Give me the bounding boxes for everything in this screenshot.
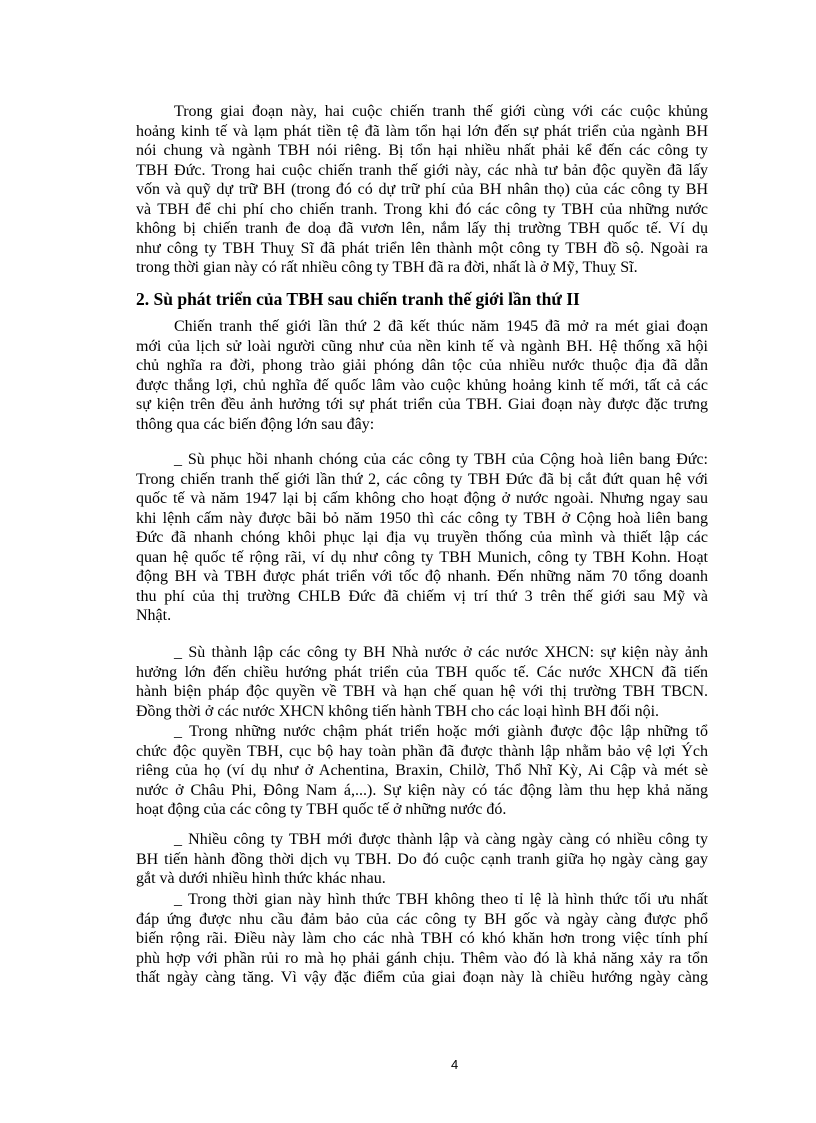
text-line: được thắng lợi, chủ nghĩa đế quốc lâm vào cuộc khủng hoảng kinh tế mới, tất cả các	[136, 376, 708, 394]
text-line: Chiến tranh thế giới lần thứ 2 đã kết thúc năm 1945 đã mở ra mét giai đoạn	[174, 318, 708, 335]
text-line: trong thời gian này có rất nhiều công ty TBH đã ra đời, nhất là ở Mỹ, Thuỵ Sĩ.	[136, 259, 638, 276]
paragraph-developing-countries	[136, 722, 708, 820]
paragraph-socialist-states	[136, 643, 708, 721]
text-line: nước ở Châu Phi, Đông Nam á,...). Sự kiện này có tác động làm thu hẹp khả năng	[136, 781, 708, 799]
text-line: thông qua các biến động lớn sau đây:	[136, 415, 375, 433]
text-line: gắt và dưới nhiều hình thức khác nhau.	[136, 870, 386, 887]
text-line: hưởng lớn đến chiều hướng phát triển của TBH quốc tế. Các nước XHCN đã tiến	[136, 663, 708, 681]
text-line: biến rộng rãi. Điều này làm cho các nhà TBH có khó khăn hơn trong việc tính phí	[136, 930, 708, 947]
text-line: Nhật.	[136, 607, 172, 624]
text-line: _ Trong thời gian này hình thức TBH không theo tỉ lệ là hình thức tối ưu nhất	[174, 891, 708, 908]
paragraph-germany-recovery	[136, 450, 708, 626]
text-line: chức độc quyền TBH, cục bộ hay toàn phần đã được thành lập nhằm bảo vệ lợi Ých	[136, 742, 708, 760]
text-line: vốn và quỹ dự trữ BH (trong đó có dự trữ phí của BH nhân thọ) của các công ty BH	[136, 181, 708, 198]
text-line: hoạt động của các công ty TBH quốc tế ở những nước đó.	[136, 801, 507, 818]
text-line: nói chung và ngành TBH nói riêng. Bị tổn hại nhiều nhất phải kể đến các công ty	[136, 142, 708, 159]
text-line: thu phí của thị trường CHLB Đức đã chiếm vị trí thứ 3 trên thế giới sau Mỹ và	[136, 587, 708, 605]
text-line: Trong giai đoạn này, hai cuộc chiến tranh thế giới cùng với các cuộc khủng	[174, 103, 708, 120]
text-line: đáp ứng được nhu cầu đảm bảo của các công ty BH gốc và ngày càng được phổ	[136, 910, 708, 928]
text-line: Đức đã nhanh chóng khôi phục lại địa vụ truyền thống của mình và thiết lập các	[136, 529, 708, 546]
text-line: _ Trong những nước chậm phát triển hoặc mới giành được độc lập những tổ	[174, 723, 708, 740]
text-line: hoảng kinh tế và lạm phát tiền tệ đã làm tổn hại lớn đến sự phát triển của ngành BH	[136, 122, 708, 140]
text-line: quốc tế và năm 1947 lại bị cấm không cho hoạt động ở nước ngoài. Nhưng ngay sau	[136, 490, 708, 507]
section-heading: 2. Sù phát triển của TBH sau chiến tranh thế giới lần thứ II	[136, 289, 580, 309]
text-line: riêng của họ (ví dụ như ở Achentina, Braxin, Chilờ, Thổ Nhĩ Kỳ, Ai Cập và mét sè	[136, 762, 708, 779]
text-line: mới của lịch sử loài người cũng như của nền kinh tế và ngành BH. Hệ thống xã hội	[136, 337, 708, 355]
paragraph-non-proportional	[136, 890, 708, 988]
text-line: _ Sù thành lập các công ty BH Nhà nước ở các nước XHCN: sự kiện này ảnh	[174, 644, 708, 661]
text-line: BH tiến hành đồng thời dịch vụ TBH. Do đó cuộc cạnh tranh giữa họ ngày càng gay	[136, 850, 708, 868]
paragraph-competition	[136, 830, 708, 889]
text-line: _ Sù phục hồi nhanh chóng của các công ty TBH của Cộng hoà liên bang Đức:	[174, 451, 708, 468]
text-line: hành biện pháp độc quyền về TBH và hạn chế quan hệ với thị trường TBH TBCN.	[136, 683, 708, 700]
text-line: _ Nhiều công ty TBH mới được thành lập và càng ngày càng có nhiều công ty	[174, 831, 708, 848]
text-line: sự kiện trên đều ảnh hưởng tới sự phát triển của TBH. Giai đoạn này được đặc trưng	[136, 396, 708, 413]
text-line: phù hợp với phần rủi ro mà họ phải gánh chịu. Thêm vào đó là khả năng xảy ra tổn	[136, 949, 708, 967]
text-line: thất ngày càng tăng. Vì vậy đặc điểm của giai đoạn này là chiều hướng ngày càng	[136, 969, 708, 986]
text-line: TBH Đức. Trong hai cuộc chiến tranh thế giới này, các nhà tư bản độc quyền đã lấy	[136, 161, 708, 179]
text-line: chủ nghĩa ra đời, phong trào giải phóng dân tộc của nhiều nước thuộc địa đã dẫn	[136, 357, 708, 374]
text-line: Đồng thời ở các nước XHCN không tiến hành TBH cho các loại hình BH đối nội.	[136, 702, 660, 720]
text-line: không bị chiến tranh đe doạ đã vươn lên, nắm lấy thị trường TBH quốc tế. Ví dụ	[136, 220, 708, 237]
text-line: khi lệnh cấm này được bãi bỏ năm 1950 thì các công ty TBH ở Cộng hoà liên bang	[136, 509, 708, 527]
text-line: Trong chiến tranh thế giới lần thứ 2, các công ty TBH Đức đã bị cắt đứt quan hệ với	[136, 470, 708, 488]
paragraph-interwar	[136, 102, 708, 278]
text-line: quan hệ quốc tế rộng rãi, ví dụ như công ty TBH Munich, công ty TBH Kohn. Hoạt	[136, 548, 708, 566]
page-number: 4	[451, 1057, 459, 1072]
text-line: động BH và TBH được phát triển với tốc độ nhanh. Đến những năm 70 tổng doanh	[136, 568, 708, 585]
paragraph-postwar-intro	[136, 317, 708, 434]
text-line: như công ty TBH Thuỵ Sĩ đã phát triển lên thành một công ty TBH đồ sộ. Ngoài ra	[136, 239, 708, 257]
text-line: và TBH để chi phí cho chiến tranh. Trong khi đó các công ty TBH của những nước	[136, 200, 708, 218]
